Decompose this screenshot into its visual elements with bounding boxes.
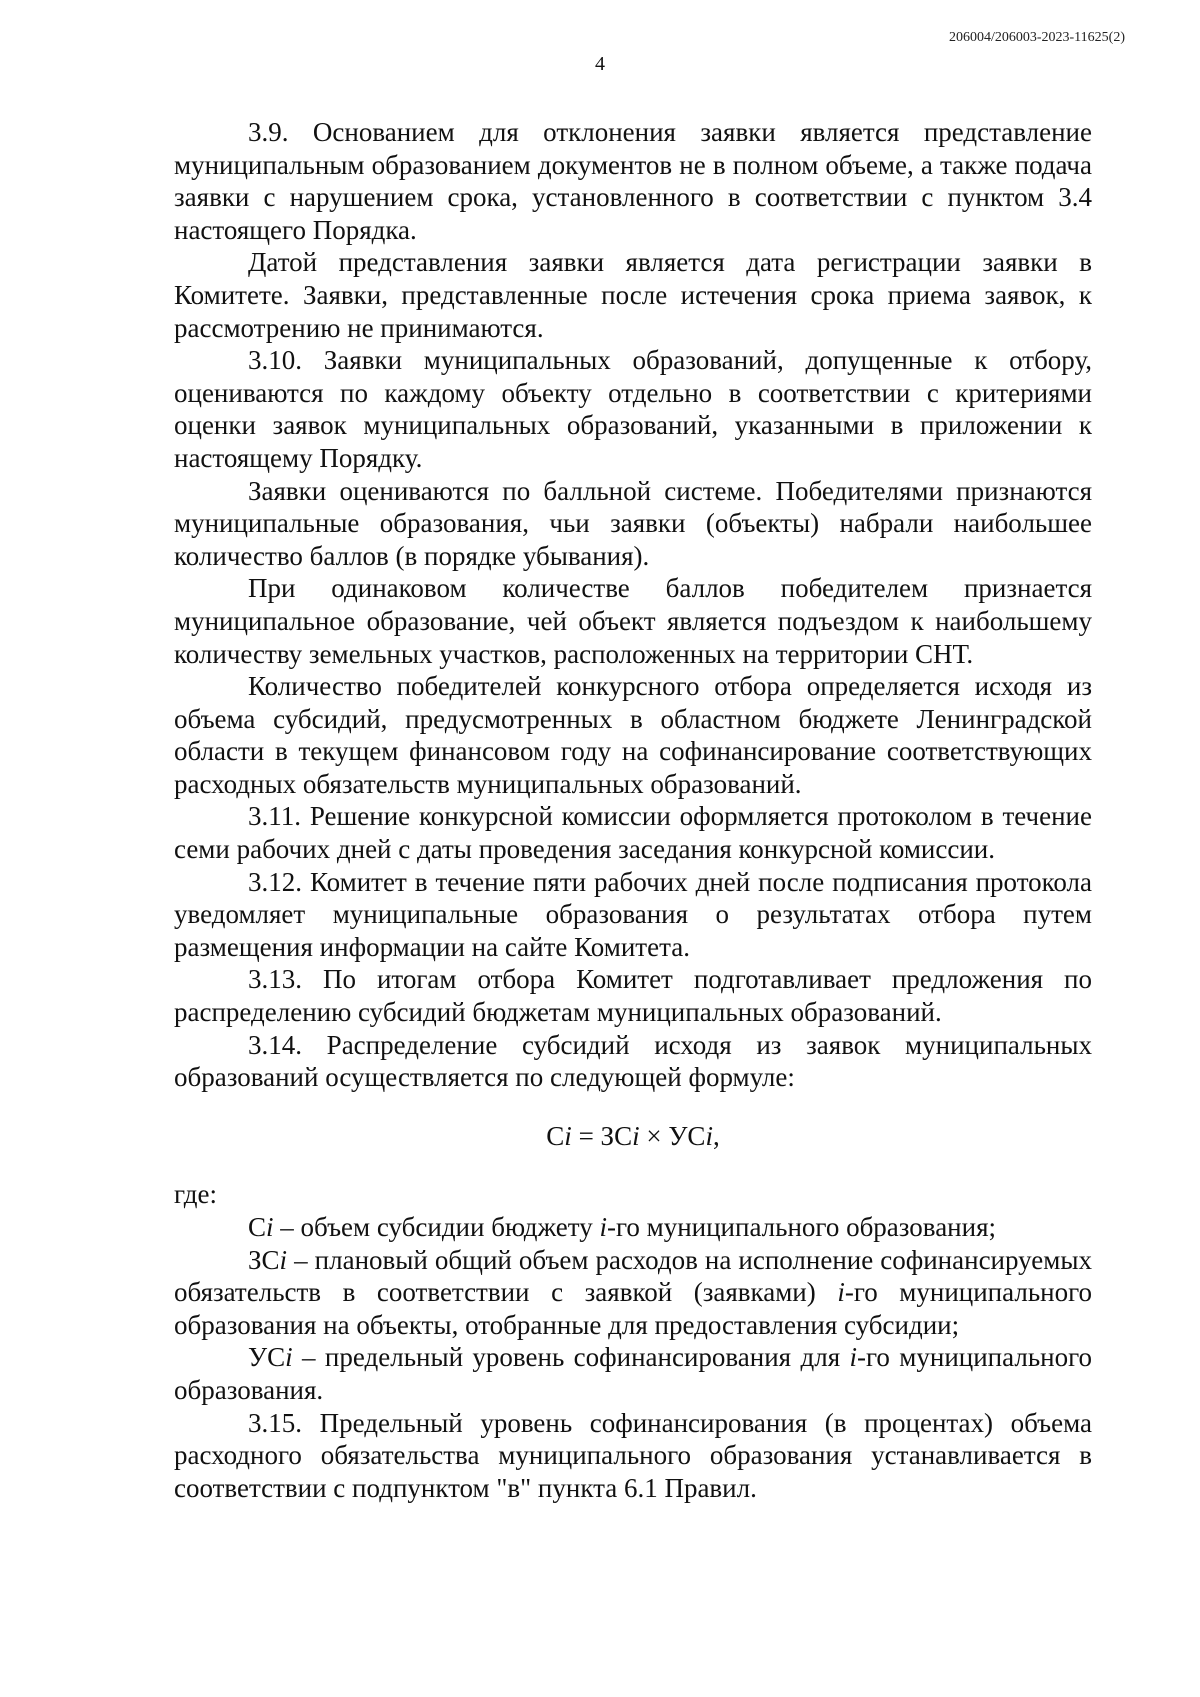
definition-planned-expenses (174, 1244, 1092, 1342)
paragraph-3-12: 3.12. Комитет в течение пяти рабочих дней после подписания протокола уведомляет муниципальные образования о результатах отбора путем размещения информации на сайте Комитета. (174, 866, 1092, 962)
definition-index: i (279, 1244, 288, 1275)
definition-term: С (248, 1212, 267, 1242)
definition-index: i (285, 1342, 293, 1373)
definition-index: i (266, 1212, 274, 1242)
paragraph-3-10: 3.10. Заявки муниципальных образований, допущенные к отбору, оцениваются по каждому объекту отдельно в соответствии с критериями оценки заявок муниципальных образований, указанными в приложении к настоящему Порядку. (174, 345, 1092, 473)
definition-text: – объем субсидии бюджету (273, 1212, 600, 1242)
definition-text: -го муниципального образования на объекты, отобранные для предоставления субсидии; (174, 1277, 1092, 1340)
paragraph-3-9: 3.9. Основанием для отклонения заявки является представление муниципальным образованием документов не в полном объеме, а также подача заявки с нарушением срока, установленного в соответствии с пунктом 3.4 настоящего Порядка. (174, 117, 1092, 245)
formula-part: , (712, 1120, 720, 1151)
paragraph-3-13: 3.13. По итогам отбора Комитет подготавливает предложения по распределению субсидий бюджетам муниципальных образований. (174, 964, 1092, 1028)
document-id: 206004/206003-2023-11625(2) (948, 30, 1125, 45)
paragraph-winner-count: Количество победителей конкурсного отбора определяется исходя из объема субсидий, предусмотренных в областном бюджете Ленинградской области в текущем финансовом году на софинансирование соответствующих расходных обязательств муниципальных образований. (174, 671, 1092, 799)
formula-index: i (705, 1120, 713, 1151)
definition-index: i (837, 1277, 845, 1308)
formula-index: i (632, 1120, 640, 1151)
page-number: 4 (595, 53, 605, 75)
formula-part: = ЗС (571, 1120, 633, 1151)
formula-index: i (564, 1120, 572, 1151)
paragraph-3-11: 3.11. Решение конкурсной комиссии оформляется протоколом в течение семи рабочих дней с даты проведения заседания конкурсной комиссии. (174, 801, 1092, 865)
paragraph-3-15: 3.15. Предельный уровень софинансирования (в процентах) объема расходного обязательства муниципального образования устанавливается в соответствии с подпунктом "в" пункта 6.1 Правил. (174, 1407, 1092, 1503)
definition-term: УС (248, 1342, 286, 1373)
paragraph-3-14: 3.14. Распределение субсидий исходя из заявок муниципальных образований осуществляется по следующей формуле: (174, 1029, 1092, 1093)
paragraph-submission-date: Датой представления заявки является дата регистрации заявки в Комитете. Заявки, представленные после истечения срока приема заявок, к рассмотрению не принимаются. (174, 247, 1092, 343)
definition-text: – плановый общий объем расходов на исполнение софинансируемых обязательств в соответствии с заявкой (заявками) (174, 1244, 1092, 1308)
formula-part: С (546, 1120, 565, 1151)
definition-index: i (849, 1342, 858, 1373)
where-label: где: (174, 1179, 217, 1210)
definition-text: -го муниципального образования; (606, 1212, 996, 1242)
definition-term: ЗС (248, 1244, 280, 1275)
definition-cofinancing-level (174, 1341, 1092, 1406)
definition-text: -го муниципального образования. (174, 1342, 1092, 1405)
subsidy-formula (174, 1120, 1092, 1153)
definition-text: – предельный уровень софинансирования для (292, 1342, 850, 1373)
paragraph-tie-break: При одинаковом количестве баллов победителем признается муниципальное образование, чей объект является подъездом к наибольшему количеству земельных участков, расположенных на территории СНТ. (174, 573, 1092, 669)
definition-subsidy (174, 1211, 1092, 1244)
formula-part: × УС (639, 1120, 706, 1151)
document-body (174, 116, 1092, 1504)
paragraph-scoring: Заявки оцениваются по балльной системе. Победителями признаются муниципальные образования, чьи заявки (объекты) набрали наибольшее количество баллов (в порядке убывания). (174, 475, 1092, 571)
definition-index: i (599, 1212, 607, 1242)
